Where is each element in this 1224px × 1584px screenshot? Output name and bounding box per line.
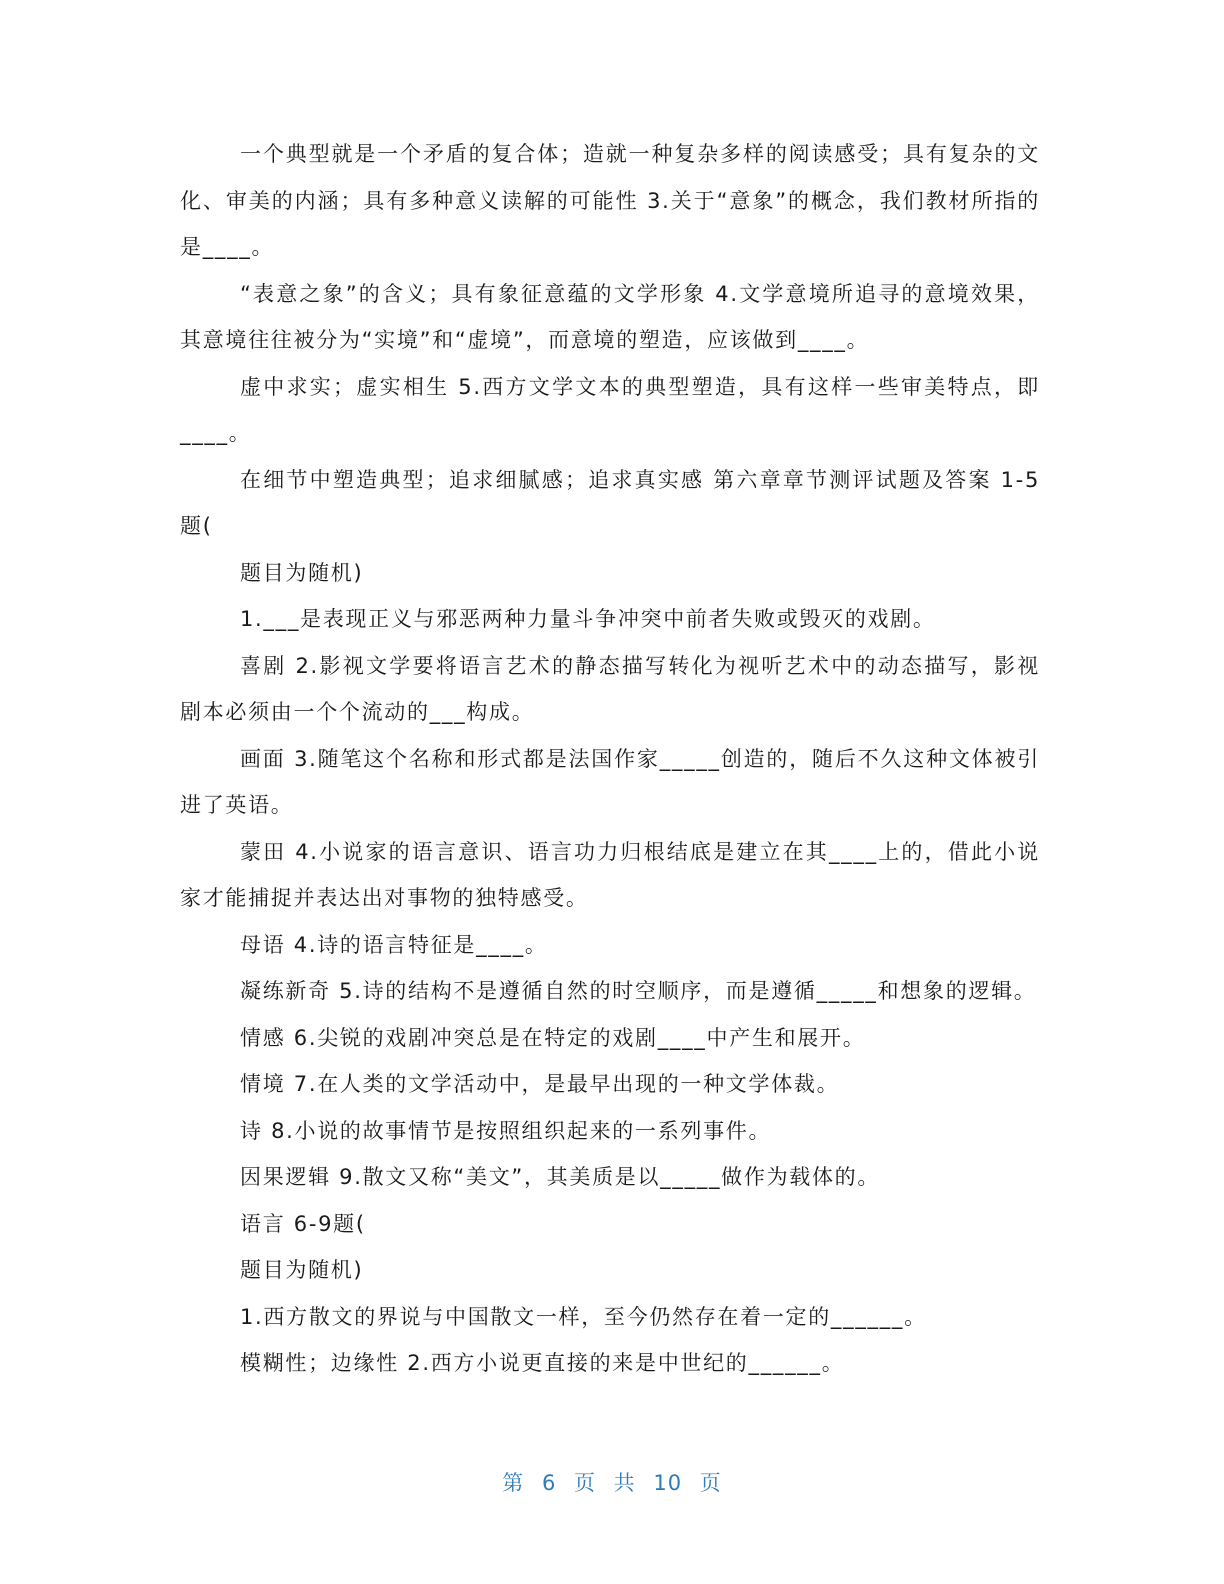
paragraph: 画面 3.随笔这个名称和形式都是法国作家_____创造的，随后不久这种文体被引进了英语。 [180, 746, 1040, 817]
paragraph: 在细节中塑造典型；追求细腻感；追求真实感 第六章章节测评试题及答案 1-5题( [180, 467, 1040, 538]
page-number-footer: 第 6 页 共 10 页 [502, 1471, 722, 1495]
paragraph: 因果逻辑 9.散文又称“美文”，其美质是以_____做作为载体的。 [240, 1165, 881, 1189]
paragraph: 虚中求实；虚实相生 5.西方文学文本的典型塑造，具有这样一些审美特点，即____。 [180, 374, 1040, 445]
paragraph: 诗 8.小说的故事情节是按照组织起来的一系列事件。 [240, 1118, 772, 1143]
paragraph: 情境 7.在人类的文学活动中，是最早出现的一种文学体裁。 [240, 1072, 840, 1096]
paragraph: 题目为随机) [240, 1258, 364, 1282]
paragraph: 模糊性；边缘性 2.西方小说更直接的来是中世纪的______。 [240, 1351, 845, 1375]
document-body [180, 131, 1040, 1387]
paragraph: 题目为随机) [240, 560, 364, 585]
paragraph: 凝练新奇 5.诗的结构不是遵循自然的时空顺序，而是遵循_____和想象的逻辑。 [240, 979, 1037, 1003]
paragraph: 母语 4.诗的语言特征是____。 [240, 932, 548, 957]
paragraph: 蒙田 4.小说家的语言意识、语言功力归根结底是建立在其____上的，借此小说家才能捕捉并表达出对事物的独特感受。 [180, 839, 1040, 910]
paragraph: 语言 6-9题( [240, 1211, 366, 1236]
paragraph: 一个典型就是一个矛盾的复合体；造就一种复杂多样的阅读感受；具有复杂的文化、审美的内涵；具有多种意义读解的可能性 3.关于“意象”的概念，我们教材所指的是____。 [180, 142, 1040, 259]
paragraph: 1.西方散文的界说与中国散文一样，至今仍然存在着一定的______。 [240, 1304, 927, 1329]
paragraph: 喜剧 2.影视文学要将语言艺术的静态描写转化为视听艺术中的动态描写，影视剧本必须由一个个流动的___构成。 [180, 653, 1040, 724]
paragraph: 1.___是表现正义与邪恶两种力量斗争冲突中前者失败或毁灭的戏剧。 [240, 607, 936, 631]
paragraph: “表意之象”的含义；具有象征意蕴的文学形象 4.文学意境所追寻的意境效果，其意境往往被分为“实境”和“虚境”，而意境的塑造，应该做到____。 [180, 281, 1040, 352]
paragraph: 情感 6.尖锐的戏剧冲突总是在特定的戏剧____中产生和展开。 [240, 1025, 866, 1050]
